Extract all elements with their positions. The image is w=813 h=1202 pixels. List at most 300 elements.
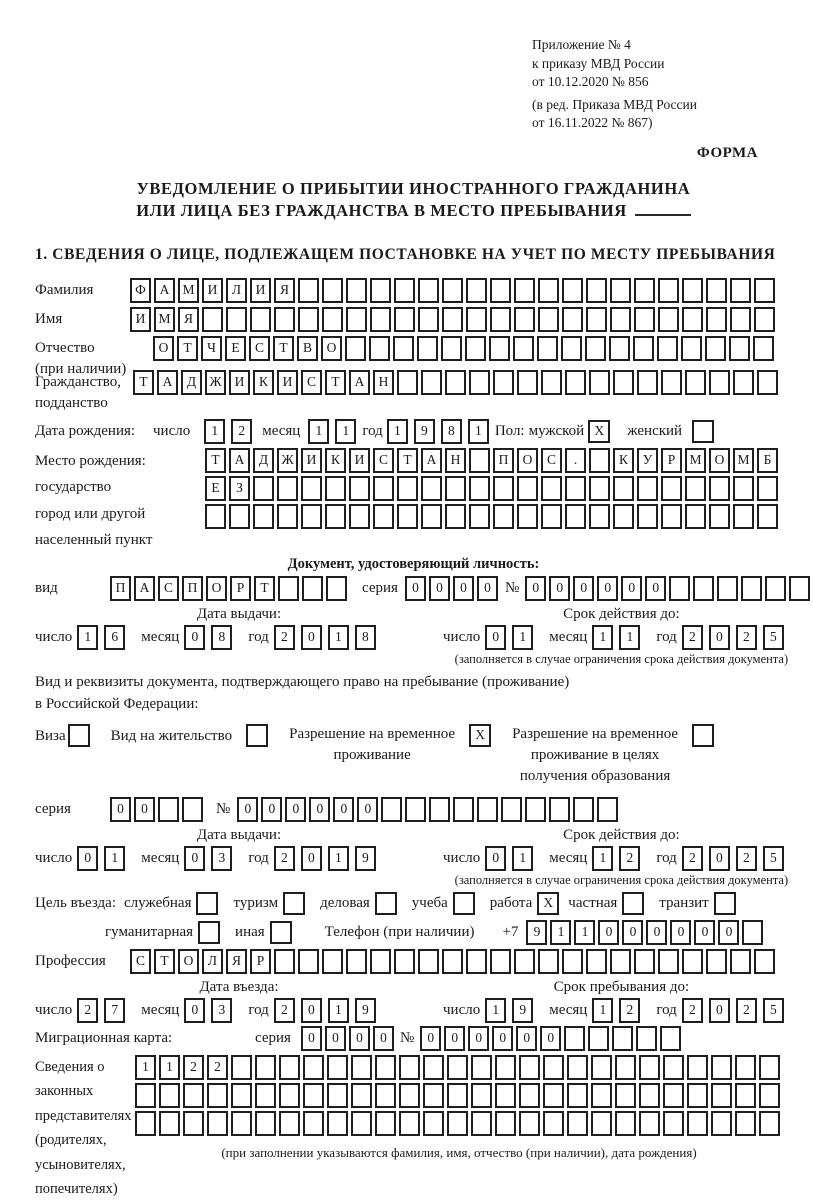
char-cell[interactable] — [370, 949, 391, 974]
char-cell[interactable] — [514, 949, 535, 974]
char-cell[interactable] — [298, 278, 319, 303]
char-cell[interactable] — [445, 476, 466, 501]
char-cell[interactable] — [717, 576, 738, 601]
char-cell[interactable]: 0 — [549, 576, 570, 601]
char-cell[interactable] — [394, 278, 415, 303]
char-cell[interactable]: 8 — [355, 625, 376, 650]
char-cell[interactable] — [682, 949, 703, 974]
char-cell[interactable] — [394, 949, 415, 974]
char-cell[interactable] — [658, 307, 679, 332]
char-cell[interactable]: 1 — [77, 625, 98, 650]
char-cell[interactable]: Ч — [201, 336, 222, 361]
char-cell[interactable] — [135, 1111, 156, 1136]
char-cell[interactable]: С — [158, 576, 179, 601]
char-cell[interactable] — [741, 576, 762, 601]
char-cell[interactable] — [541, 370, 562, 395]
char-cell[interactable] — [345, 336, 366, 361]
checkbox[interactable] — [198, 921, 220, 944]
char-cell[interactable] — [565, 504, 586, 529]
char-cell[interactable]: А — [349, 370, 370, 395]
char-cell[interactable]: И — [130, 307, 151, 332]
checkbox[interactable] — [196, 892, 218, 915]
char-cell[interactable] — [322, 278, 343, 303]
char-cell[interactable] — [705, 336, 726, 361]
char-cell[interactable]: 9 — [526, 920, 547, 945]
char-cell[interactable]: Е — [205, 476, 226, 501]
char-cell[interactable]: 2 — [682, 846, 703, 871]
char-cell[interactable]: У — [637, 448, 658, 473]
char-cell[interactable]: И — [277, 370, 298, 395]
char-cell[interactable] — [657, 336, 678, 361]
char-cell[interactable] — [573, 797, 594, 822]
char-cell[interactable]: 2 — [274, 846, 295, 871]
char-cell[interactable]: С — [373, 448, 394, 473]
char-cell[interactable] — [562, 949, 583, 974]
char-cell[interactable]: 1 — [335, 419, 356, 444]
char-cell[interactable] — [687, 1083, 708, 1108]
char-cell[interactable] — [495, 1083, 516, 1108]
char-cell[interactable] — [541, 504, 562, 529]
char-cell[interactable] — [658, 949, 679, 974]
char-cell[interactable] — [159, 1111, 180, 1136]
char-cell[interactable] — [610, 949, 631, 974]
char-cell[interactable] — [441, 336, 462, 361]
char-cell[interactable]: 5 — [763, 846, 784, 871]
char-cell[interactable]: Т — [205, 448, 226, 473]
char-cell[interactable] — [397, 370, 418, 395]
char-cell[interactable] — [418, 307, 439, 332]
char-cell[interactable] — [661, 504, 682, 529]
char-cell[interactable]: М — [154, 307, 175, 332]
char-cell[interactable]: Я — [274, 278, 295, 303]
char-cell[interactable]: 2 — [736, 625, 757, 650]
char-cell[interactable]: Р — [250, 949, 271, 974]
char-cell[interactable] — [375, 1083, 396, 1108]
char-cell[interactable] — [277, 476, 298, 501]
char-cell[interactable] — [658, 278, 679, 303]
char-cell[interactable] — [423, 1055, 444, 1080]
char-cell[interactable]: А — [229, 448, 250, 473]
char-cell[interactable]: Т — [177, 336, 198, 361]
char-cell[interactable] — [562, 278, 583, 303]
char-cell[interactable] — [351, 1055, 372, 1080]
char-cell[interactable] — [393, 336, 414, 361]
char-cell[interactable]: 2 — [207, 1055, 228, 1080]
char-cell[interactable]: 5 — [763, 998, 784, 1023]
char-cell[interactable] — [298, 307, 319, 332]
char-cell[interactable] — [278, 576, 299, 601]
char-cell[interactable] — [447, 1083, 468, 1108]
char-cell[interactable] — [586, 278, 607, 303]
char-cell[interactable]: С — [249, 336, 270, 361]
char-cell[interactable] — [418, 278, 439, 303]
char-cell[interactable] — [541, 476, 562, 501]
char-cell[interactable] — [442, 949, 463, 974]
char-cell[interactable] — [610, 278, 631, 303]
char-cell[interactable] — [730, 278, 751, 303]
char-cell[interactable] — [567, 1111, 588, 1136]
char-cell[interactable]: 0 — [597, 576, 618, 601]
char-cell[interactable]: А — [134, 576, 155, 601]
char-cell[interactable] — [253, 476, 274, 501]
char-cell[interactable] — [661, 370, 682, 395]
char-cell[interactable] — [351, 1083, 372, 1108]
char-cell[interactable] — [421, 476, 442, 501]
char-cell[interactable]: 1 — [512, 846, 533, 871]
char-cell[interactable] — [495, 1055, 516, 1080]
char-cell[interactable] — [538, 949, 559, 974]
char-cell[interactable] — [733, 370, 754, 395]
char-cell[interactable]: Д — [253, 448, 274, 473]
checkbox[interactable] — [246, 724, 268, 747]
char-cell[interactable]: 1 — [592, 625, 613, 650]
char-cell[interactable] — [706, 307, 727, 332]
char-cell[interactable] — [255, 1111, 276, 1136]
char-cell[interactable] — [759, 1083, 780, 1108]
char-cell[interactable] — [417, 336, 438, 361]
char-cell[interactable] — [466, 278, 487, 303]
char-cell[interactable] — [298, 949, 319, 974]
checkbox[interactable] — [692, 724, 714, 747]
char-cell[interactable] — [757, 370, 778, 395]
char-cell[interactable]: Л — [226, 278, 247, 303]
char-cell[interactable]: Т — [154, 949, 175, 974]
char-cell[interactable] — [517, 476, 538, 501]
char-cell[interactable]: Я — [178, 307, 199, 332]
char-cell[interactable] — [202, 307, 223, 332]
char-cell[interactable]: 3 — [211, 998, 232, 1023]
char-cell[interactable] — [373, 476, 394, 501]
char-cell[interactable] — [733, 476, 754, 501]
char-cell[interactable] — [159, 1083, 180, 1108]
char-cell[interactable]: 1 — [485, 998, 506, 1023]
char-cell[interactable] — [453, 797, 474, 822]
char-cell[interactable] — [489, 336, 510, 361]
char-cell[interactable] — [754, 949, 775, 974]
char-cell[interactable]: 1 — [308, 419, 329, 444]
char-cell[interactable] — [370, 307, 391, 332]
char-cell[interactable] — [730, 949, 751, 974]
char-cell[interactable]: Ж — [277, 448, 298, 473]
checkbox[interactable] — [375, 892, 397, 915]
char-cell[interactable] — [231, 1083, 252, 1108]
char-cell[interactable] — [517, 370, 538, 395]
char-cell[interactable]: 5 — [763, 625, 784, 650]
char-cell[interactable] — [182, 797, 203, 822]
char-cell[interactable] — [729, 336, 750, 361]
char-cell[interactable]: И — [250, 278, 271, 303]
char-cell[interactable] — [525, 797, 546, 822]
char-cell[interactable]: 0 — [333, 797, 354, 822]
char-cell[interactable] — [519, 1083, 540, 1108]
char-cell[interactable]: 1 — [104, 846, 125, 871]
char-cell[interactable] — [445, 370, 466, 395]
checkbox[interactable]: X — [469, 724, 491, 747]
char-cell[interactable]: 1 — [159, 1055, 180, 1080]
char-cell[interactable] — [421, 370, 442, 395]
char-cell[interactable] — [397, 476, 418, 501]
char-cell[interactable] — [301, 504, 322, 529]
char-cell[interactable] — [685, 370, 706, 395]
char-cell[interactable]: М — [733, 448, 754, 473]
char-cell[interactable]: 0 — [184, 625, 205, 650]
char-cell[interactable]: 0 — [718, 920, 739, 945]
checkbox[interactable] — [283, 892, 305, 915]
char-cell[interactable] — [135, 1083, 156, 1108]
char-cell[interactable] — [735, 1055, 756, 1080]
char-cell[interactable] — [759, 1055, 780, 1080]
char-cell[interactable] — [255, 1055, 276, 1080]
char-cell[interactable] — [253, 504, 274, 529]
char-cell[interactable]: 1 — [592, 846, 613, 871]
char-cell[interactable]: М — [685, 448, 706, 473]
char-cell[interactable]: Т — [325, 370, 346, 395]
char-cell[interactable] — [327, 1055, 348, 1080]
char-cell[interactable]: 0 — [694, 920, 715, 945]
char-cell[interactable]: 9 — [355, 846, 376, 871]
char-cell[interactable]: 0 — [237, 797, 258, 822]
char-cell[interactable]: 1 — [204, 419, 225, 444]
char-cell[interactable]: 0 — [301, 625, 322, 650]
char-cell[interactable]: 2 — [274, 998, 295, 1023]
char-cell[interactable] — [637, 370, 658, 395]
char-cell[interactable] — [469, 476, 490, 501]
char-cell[interactable]: 7 — [104, 998, 125, 1023]
char-cell[interactable] — [370, 278, 391, 303]
char-cell[interactable] — [565, 476, 586, 501]
char-cell[interactable]: 9 — [355, 998, 376, 1023]
char-cell[interactable] — [562, 307, 583, 332]
char-cell[interactable] — [394, 307, 415, 332]
char-cell[interactable] — [757, 476, 778, 501]
char-cell[interactable]: 0 — [261, 797, 282, 822]
char-cell[interactable] — [418, 949, 439, 974]
char-cell[interactable]: Т — [273, 336, 294, 361]
checkbox[interactable]: X — [537, 892, 559, 915]
char-cell[interactable] — [543, 1083, 564, 1108]
char-cell[interactable] — [466, 949, 487, 974]
char-cell[interactable] — [588, 1026, 609, 1051]
char-cell[interactable] — [421, 504, 442, 529]
char-cell[interactable] — [711, 1083, 732, 1108]
char-cell[interactable]: С — [130, 949, 151, 974]
char-cell[interactable] — [493, 370, 514, 395]
char-cell[interactable] — [279, 1111, 300, 1136]
char-cell[interactable]: 0 — [621, 576, 642, 601]
char-cell[interactable] — [543, 1111, 564, 1136]
char-cell[interactable] — [231, 1111, 252, 1136]
char-cell[interactable]: 0 — [525, 576, 546, 601]
char-cell[interactable]: И — [202, 278, 223, 303]
char-cell[interactable]: 0 — [709, 625, 730, 650]
char-cell[interactable]: 0 — [485, 846, 506, 871]
char-cell[interactable]: А — [154, 278, 175, 303]
char-cell[interactable] — [742, 920, 763, 945]
char-cell[interactable]: 1 — [387, 419, 408, 444]
char-cell[interactable] — [637, 476, 658, 501]
char-cell[interactable] — [399, 1055, 420, 1080]
char-cell[interactable] — [375, 1111, 396, 1136]
char-cell[interactable] — [423, 1083, 444, 1108]
char-cell[interactable] — [469, 504, 490, 529]
char-cell[interactable]: 8 — [211, 625, 232, 650]
char-cell[interactable] — [609, 336, 630, 361]
char-cell[interactable]: Т — [397, 448, 418, 473]
checkbox[interactable] — [270, 921, 292, 944]
char-cell[interactable] — [754, 278, 775, 303]
char-cell[interactable] — [277, 504, 298, 529]
char-cell[interactable]: И — [349, 448, 370, 473]
char-cell[interactable] — [765, 576, 786, 601]
char-cell[interactable] — [373, 504, 394, 529]
char-cell[interactable]: 0 — [357, 797, 378, 822]
char-cell[interactable] — [663, 1055, 684, 1080]
char-cell[interactable]: Д — [181, 370, 202, 395]
char-cell[interactable] — [229, 504, 250, 529]
char-cell[interactable]: 0 — [516, 1026, 537, 1051]
char-cell[interactable]: 0 — [349, 1026, 370, 1051]
char-cell[interactable]: 0 — [645, 576, 666, 601]
char-cell[interactable] — [423, 1111, 444, 1136]
char-cell[interactable]: О — [206, 576, 227, 601]
char-cell[interactable] — [537, 336, 558, 361]
char-cell[interactable]: М — [178, 278, 199, 303]
char-cell[interactable] — [615, 1055, 636, 1080]
char-cell[interactable] — [591, 1111, 612, 1136]
char-cell[interactable] — [757, 504, 778, 529]
char-cell[interactable] — [682, 278, 703, 303]
char-cell[interactable] — [589, 370, 610, 395]
char-cell[interactable]: 0 — [646, 920, 667, 945]
char-cell[interactable] — [445, 504, 466, 529]
char-cell[interactable] — [207, 1083, 228, 1108]
char-cell[interactable] — [709, 504, 730, 529]
char-cell[interactable] — [447, 1055, 468, 1080]
char-cell[interactable] — [158, 797, 179, 822]
char-cell[interactable]: О — [321, 336, 342, 361]
char-cell[interactable]: 0 — [110, 797, 131, 822]
char-cell[interactable]: 1 — [328, 998, 349, 1023]
checkbox[interactable] — [68, 724, 90, 747]
char-cell[interactable] — [326, 576, 347, 601]
char-cell[interactable]: 0 — [453, 576, 474, 601]
char-cell[interactable] — [495, 1111, 516, 1136]
char-cell[interactable] — [636, 1026, 657, 1051]
char-cell[interactable] — [754, 307, 775, 332]
char-cell[interactable]: 0 — [373, 1026, 394, 1051]
char-cell[interactable] — [490, 307, 511, 332]
char-cell[interactable] — [381, 797, 402, 822]
checkbox[interactable] — [453, 892, 475, 915]
char-cell[interactable] — [429, 797, 450, 822]
char-cell[interactable] — [633, 336, 654, 361]
char-cell[interactable] — [274, 949, 295, 974]
char-cell[interactable] — [493, 476, 514, 501]
char-cell[interactable]: Я — [226, 949, 247, 974]
checkbox[interactable]: X — [588, 420, 610, 443]
char-cell[interactable]: Ж — [205, 370, 226, 395]
char-cell[interactable] — [226, 307, 247, 332]
char-cell[interactable] — [471, 1055, 492, 1080]
char-cell[interactable] — [477, 797, 498, 822]
char-cell[interactable]: О — [178, 949, 199, 974]
char-cell[interactable] — [399, 1083, 420, 1108]
char-cell[interactable]: 2 — [682, 998, 703, 1023]
char-cell[interactable] — [789, 576, 810, 601]
char-cell[interactable]: Б — [757, 448, 778, 473]
char-cell[interactable]: 0 — [405, 576, 426, 601]
char-cell[interactable]: Н — [445, 448, 466, 473]
char-cell[interactable]: 1 — [135, 1055, 156, 1080]
char-cell[interactable]: В — [297, 336, 318, 361]
char-cell[interactable] — [759, 1111, 780, 1136]
char-cell[interactable] — [543, 1055, 564, 1080]
char-cell[interactable]: О — [709, 448, 730, 473]
char-cell[interactable] — [634, 307, 655, 332]
char-cell[interactable] — [469, 370, 490, 395]
char-cell[interactable] — [493, 504, 514, 529]
checkbox[interactable] — [622, 892, 644, 915]
char-cell[interactable] — [346, 949, 367, 974]
char-cell[interactable] — [303, 1083, 324, 1108]
char-cell[interactable] — [466, 307, 487, 332]
char-cell[interactable] — [538, 278, 559, 303]
char-cell[interactable]: 0 — [77, 846, 98, 871]
char-cell[interactable] — [639, 1111, 660, 1136]
char-cell[interactable]: 1 — [468, 419, 489, 444]
char-cell[interactable] — [589, 476, 610, 501]
char-cell[interactable] — [519, 1111, 540, 1136]
char-cell[interactable] — [183, 1111, 204, 1136]
char-cell[interactable]: 1 — [328, 625, 349, 650]
char-cell[interactable]: 0 — [325, 1026, 346, 1051]
char-cell[interactable] — [351, 1111, 372, 1136]
char-cell[interactable]: К — [325, 448, 346, 473]
char-cell[interactable]: З — [229, 476, 250, 501]
char-cell[interactable] — [231, 1055, 252, 1080]
char-cell[interactable] — [349, 504, 370, 529]
char-cell[interactable] — [442, 278, 463, 303]
char-cell[interactable]: 0 — [184, 998, 205, 1023]
char-cell[interactable] — [469, 448, 490, 473]
char-cell[interactable]: А — [421, 448, 442, 473]
char-cell[interactable] — [514, 307, 535, 332]
char-cell[interactable] — [615, 1083, 636, 1108]
char-cell[interactable]: Р — [230, 576, 251, 601]
char-cell[interactable] — [538, 307, 559, 332]
char-cell[interactable]: 0 — [477, 576, 498, 601]
char-cell[interactable] — [447, 1111, 468, 1136]
char-cell[interactable] — [205, 504, 226, 529]
char-cell[interactable] — [591, 1055, 612, 1080]
char-cell[interactable]: 2 — [682, 625, 703, 650]
char-cell[interactable] — [591, 1083, 612, 1108]
char-cell[interactable] — [327, 1111, 348, 1136]
char-cell[interactable] — [303, 1111, 324, 1136]
checkbox[interactable] — [692, 420, 714, 443]
char-cell[interactable]: 9 — [414, 419, 435, 444]
char-cell[interactable]: 0 — [622, 920, 643, 945]
char-cell[interactable] — [346, 278, 367, 303]
char-cell[interactable] — [693, 576, 714, 601]
checkbox[interactable] — [714, 892, 736, 915]
char-cell[interactable] — [250, 307, 271, 332]
char-cell[interactable] — [346, 307, 367, 332]
char-cell[interactable]: Р — [661, 448, 682, 473]
char-cell[interactable]: 0 — [301, 846, 322, 871]
char-cell[interactable]: Т — [133, 370, 154, 395]
char-cell[interactable] — [663, 1083, 684, 1108]
